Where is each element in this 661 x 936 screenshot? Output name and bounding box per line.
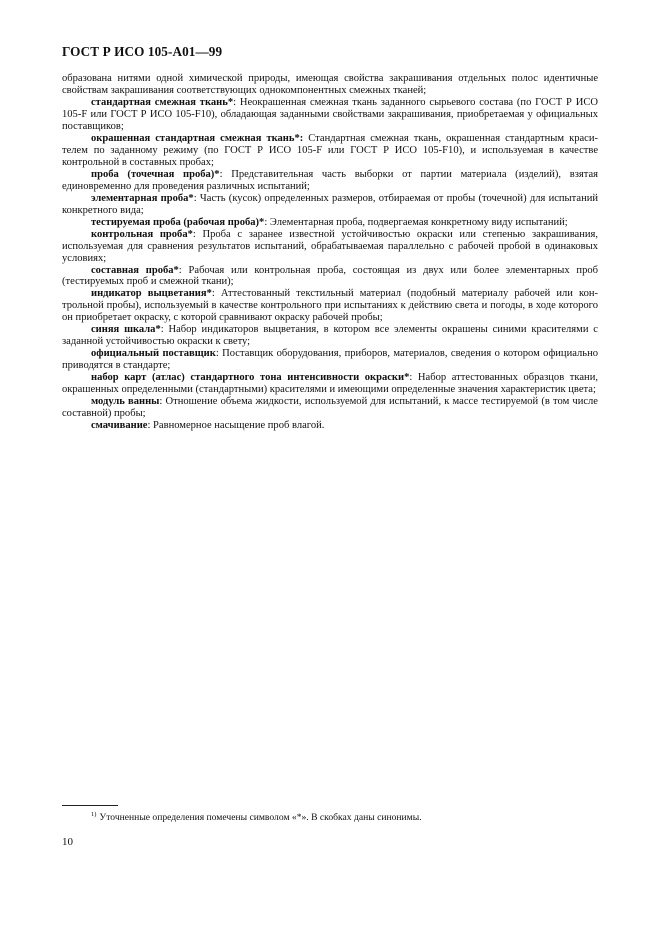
definition-term: смачивание [91, 420, 148, 432]
definition-paragraph [62, 372, 598, 396]
definition-term: индикатор выцветания* [91, 288, 212, 300]
intro-paragraph: образована нитями одной химической природы, имеющая свойства закрашивания отдельных полос идентичные свойствам закрашивания соответствующих однокомпонентных смежных тканей; [62, 73, 598, 96]
definitions-list [62, 97, 598, 432]
definition-paragraph [62, 288, 598, 324]
definition-term: составная проба* [91, 264, 179, 276]
definition-term: тестируемая проба (рабочая проба)* [91, 216, 265, 228]
definition-term: набор карт (атлас) стандартного тона интенсивности окраски* [91, 372, 410, 384]
page-number: 10 [62, 836, 73, 848]
definition-text: : Представительная часть выборки от партии материала (изделий), взятая единовременно для проведения различных испытаний; [62, 168, 598, 192]
definition-text: : Часть (кусок) определенных размеров, отбираемая от пробы (точечной) для испытаний конкретного вида; [62, 192, 598, 216]
footnote-mark: 1) [91, 811, 97, 818]
definition-paragraph [62, 133, 598, 169]
footnote [91, 811, 422, 823]
definition-paragraph [62, 348, 598, 372]
definition-text: : Равномерное насыщение проб влагой. [147, 420, 325, 432]
definition-paragraph [62, 265, 598, 289]
definition-text: : Набор аттестованных образцов ткани, окрашенных определенными (стандартными) красителями и имеющими определенные значения характеристик цвета; [62, 372, 598, 396]
definition-paragraph [62, 217, 598, 229]
footnote-text: Уточненные определения помечены символом «*». В скобках даны синонимы. [99, 812, 422, 823]
definition-paragraph [62, 420, 598, 432]
definition-term: контрольная проба* [91, 228, 193, 240]
definition-term: проба (точечная проба)* [91, 168, 220, 180]
definition-term: окрашенная стандартная смежная ткань*: [91, 132, 304, 144]
definition-text: : Элементарная проба, подвергаемая конкретному виду испытаний; [264, 216, 568, 228]
definition-paragraph [62, 229, 598, 265]
definition-paragraph [62, 193, 598, 217]
definition-term: стандартная смежная ткань* [91, 96, 234, 108]
footnote-divider [62, 805, 118, 806]
definition-text: : Отношение объема жидкости, используемой для испытаний, к массе тестируемой (в том числе составной) пробы; [62, 396, 598, 420]
definition-term: синяя шкала* [91, 324, 161, 336]
definition-text: Стандартная смежная ткань, окрашенная стандартным красителем по заданному режиму (по ГОСТ Р ИСО 105-F или ГОСТ Р ИСО 105-F10), и используемая в качестве контрольной в составных пробах; [62, 132, 598, 168]
document-header: ГОСТ Р ИСО 105-А01—99 [62, 44, 223, 59]
definition-text: : Рабочая или контрольная проба, состоящая из двух или более элементарных проб (тестируемых проб и смежной ткани); [62, 264, 598, 288]
definition-text: : Аттестованный текстильный материал (подобный материалу рабочей или контрольной пробы), используемый в качестве контрольного при испытаниях к действию света и погоды, в ходе которого он приобретает окраску, с которой сравнивают окраску рабочей пробы; [62, 288, 599, 324]
definition-paragraph [62, 97, 598, 133]
definition-term: модуль ванны [91, 396, 160, 408]
definition-text: : Поставщик оборудования, приборов, материалов, сведения о котором официально приводятся в стандарте; [62, 348, 598, 372]
definition-term: официальный поставщик [91, 348, 216, 360]
definition-term: элементарная проба* [91, 192, 194, 204]
definition-text: : Неокрашенная смежная ткань заданного сырьевого состава (по ГОСТ Р ИСО 105-F или ГОСТ Р ИСО 105-F10), обладающая заданными свойствами закрашивания, приобретаемая у официальных поставщиков; [62, 96, 598, 132]
definition-text: : Набор индикаторов выцветания, в котором все элементы окрашены синими красителями с заданной устойчивостью окраски к свету; [62, 324, 598, 348]
definitions-body [62, 73, 598, 432]
definition-paragraph [62, 169, 598, 193]
definition-paragraph [62, 396, 598, 420]
definition-paragraph [62, 324, 598, 348]
definition-text: : Проба с заранее известной устойчивостью окраски или степенью закрашивания, используемая для сравнения результатов испытаний, обрабатываемая параллельно с рабочей пробой в одинаковых условиях; [62, 228, 598, 264]
